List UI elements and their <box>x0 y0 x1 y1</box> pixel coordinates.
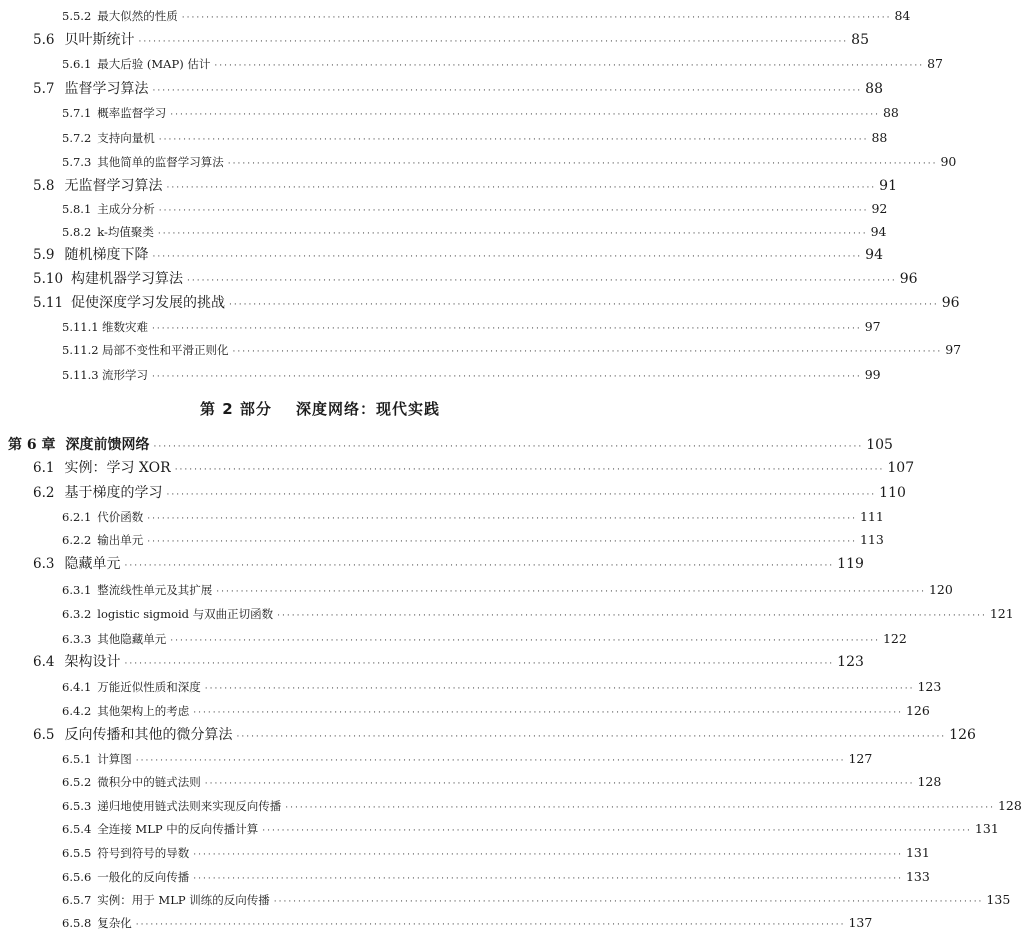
section-entry[interactable] <box>33 246 883 264</box>
entry-title: 主成分分析 <box>97 202 155 216</box>
subsection-entry[interactable] <box>62 630 907 648</box>
entry-number: 5.5.2 <box>62 9 92 23</box>
entry-title: 递归地使用链式法则来实现反向传播 <box>97 799 282 813</box>
entry-page-number: 97 <box>945 342 962 357</box>
entry-number: 6.5 <box>33 727 55 743</box>
entry-number: 6.2.1 <box>62 510 92 524</box>
section-entry[interactable] <box>33 555 864 573</box>
entry-title: 构建机器学习算法 <box>71 271 183 287</box>
entry-page-number: 88 <box>865 81 883 97</box>
entry-number: 第 6 章 <box>8 437 56 453</box>
section-entry[interactable] <box>33 294 960 312</box>
entry-number: 6.4 <box>33 654 55 670</box>
dot-leader: ·················································································································································· <box>135 756 846 766</box>
dot-leader: ·················································································································································· <box>166 490 877 500</box>
subsection-entry[interactable] <box>62 104 899 122</box>
entry-number: 6.3.2 <box>62 607 92 621</box>
entry-title: 全连接 MLP 中的反向传播计算 <box>97 822 259 836</box>
dot-leader: ·················································································································································· <box>147 514 857 524</box>
dot-leader: ·················································································································································· <box>216 587 926 597</box>
entry-number: 6.5.4 <box>62 822 92 836</box>
entry-title: 一般化的反向传播 <box>97 870 190 884</box>
entry-number: 5.9 <box>33 247 55 263</box>
entry-title: 基于梯度的学习 <box>64 485 163 501</box>
entry-page-number: 120 <box>928 582 953 597</box>
section-entry[interactable] <box>33 31 869 49</box>
subsection-entry[interactable] <box>62 200 888 218</box>
entry-number: 5.8.1 <box>62 202 92 216</box>
section-entry[interactable] <box>33 177 897 195</box>
dot-leader: ·················································································································································· <box>152 86 863 96</box>
entry-title: 隐藏单元 <box>64 556 121 572</box>
entry-number: 6.4.1 <box>62 680 92 694</box>
entry-title: 随机梯度下降 <box>64 247 149 263</box>
entry-title: 实例：学习 XOR <box>64 460 171 476</box>
entry-page-number: 90 <box>940 154 957 169</box>
entry-page-number: 137 <box>848 915 873 930</box>
subsection-entry[interactable] <box>62 318 881 336</box>
entry-number: 5.10 <box>33 271 64 287</box>
entry-page-number: 84 <box>894 8 911 23</box>
entry-page-number: 91 <box>879 178 897 194</box>
subsection-entry[interactable] <box>62 341 962 359</box>
dot-leader: ·················································································································································· <box>152 324 862 334</box>
dot-leader: ·················································································································································· <box>229 300 939 310</box>
entry-number: 5.7.2 <box>62 131 92 145</box>
entry-page-number: 123 <box>837 654 864 670</box>
dot-leader: ·················································································································································· <box>138 37 849 47</box>
dot-leader: ·················································································································································· <box>135 920 846 930</box>
subsection-entry[interactable] <box>62 129 888 147</box>
entry-title: 符号到符号的导数 <box>97 846 190 860</box>
dot-leader: ·················································································································································· <box>170 110 880 120</box>
entry-title: logistic sigmoid 与双曲正切函数 <box>97 607 274 621</box>
dot-leader: ·················································································································································· <box>170 636 880 646</box>
entry-page-number: 92 <box>871 201 888 216</box>
entry-number: 6.5.6 <box>62 870 92 884</box>
entry-title: 流形学习 <box>102 368 148 382</box>
dot-leader: ·················································································································································· <box>232 347 943 357</box>
dot-leader: ·················································································································································· <box>193 708 903 718</box>
section-entry[interactable] <box>33 270 918 288</box>
entry-page-number: 99 <box>864 367 881 382</box>
dot-leader: ·················································································································································· <box>285 803 995 813</box>
entry-page-number: 94 <box>865 247 883 263</box>
subsection-entry[interactable] <box>62 7 911 25</box>
section-entry[interactable] <box>33 484 906 502</box>
subsection-entry[interactable] <box>62 844 930 862</box>
entry-number: 6.5.5 <box>62 846 92 860</box>
entry-title: 其他简单的监督学习算法 <box>97 155 224 169</box>
entry-number: 6.5.7 <box>62 893 92 907</box>
entry-page-number: 126 <box>949 727 976 743</box>
dot-leader: ·················································································································································· <box>214 61 925 71</box>
entry-page-number: 122 <box>882 631 907 646</box>
entry-page-number: 123 <box>917 679 942 694</box>
entry-page-number: 121 <box>989 606 1014 621</box>
entry-number: 5.6.1 <box>62 57 92 71</box>
subsection-entry[interactable] <box>62 750 873 768</box>
entry-number: 5.7.3 <box>62 155 92 169</box>
entry-number: 6.4.2 <box>62 704 92 718</box>
dot-leader: ·················································································································································· <box>158 135 869 145</box>
entry-number: 6.5.3 <box>62 799 92 813</box>
dot-leader: ·················································································································································· <box>187 276 897 286</box>
entry-title: 最大似然的性质 <box>97 9 178 23</box>
dot-leader: ·················································································································································· <box>193 874 903 884</box>
part-label: 第 2 部分 <box>200 400 272 418</box>
entry-title: 其他架构上的考虑 <box>97 704 190 718</box>
dot-leader: ·················································································································································· <box>152 372 862 382</box>
entry-title: 整流线性单元及其扩展 <box>97 583 213 597</box>
entry-number: 5.11 <box>33 295 64 311</box>
entry-page-number: 107 <box>887 460 915 476</box>
entry-number: 6.5.2 <box>62 775 92 789</box>
entry-page-number: 113 <box>859 532 884 547</box>
entry-number: 5.6 <box>33 32 55 48</box>
chapter-entry[interactable] <box>8 436 893 454</box>
entry-page-number: 128 <box>917 774 942 789</box>
subsection-entry[interactable] <box>62 797 1022 815</box>
dot-leader: ·················································································································································· <box>124 561 835 571</box>
entry-page-number: 96 <box>941 295 960 311</box>
section-entry[interactable] <box>33 80 883 98</box>
entry-number: 6.1 <box>33 460 55 476</box>
subsection-entry[interactable] <box>62 531 884 549</box>
dot-leader: ·················································································································································· <box>273 897 984 907</box>
subsection-entry[interactable] <box>62 891 1011 909</box>
section-entry[interactable] <box>33 653 864 671</box>
dot-leader: ·················································································································································· <box>236 732 947 742</box>
entry-title: 概率监督学习 <box>97 106 167 120</box>
entry-page-number: 85 <box>851 32 869 48</box>
subsection-entry[interactable] <box>62 366 881 384</box>
entry-title: 监督学习算法 <box>64 81 149 97</box>
entry-page-number: 131 <box>974 821 999 836</box>
entry-title: 支持向量机 <box>97 131 155 145</box>
subsection-entry[interactable] <box>62 773 942 791</box>
entry-page-number: 94 <box>870 224 887 239</box>
entry-number: 6.3.3 <box>62 632 92 646</box>
dot-leader: ·················································································································································· <box>147 537 857 547</box>
entry-title: 反向传播和其他的微分算法 <box>64 727 233 743</box>
entry-title: 贝叶斯统计 <box>64 32 135 48</box>
entry-number: 6.2 <box>33 485 55 501</box>
entry-title: 最大后验 (MAP) 估计 <box>97 57 211 71</box>
dot-leader: ·················································································································································· <box>124 659 835 669</box>
dot-leader: ·················································································································································· <box>193 850 903 860</box>
entry-title: 计算图 <box>97 752 132 766</box>
entry-title: 实例：用于 MLP 训练的反向传播 <box>97 893 270 907</box>
entry-number: 5.11.3 <box>62 368 99 382</box>
section-entry[interactable] <box>33 726 976 744</box>
subsection-entry[interactable] <box>62 223 887 241</box>
entry-page-number: 87 <box>927 56 943 71</box>
dot-leader: ·················································································································································· <box>152 252 863 262</box>
entry-page-number: 110 <box>879 485 906 501</box>
dot-leader: ·················································································································································· <box>174 465 885 475</box>
entry-title: 万能近似性质和深度 <box>97 680 201 694</box>
entry-title: 局部不变性和平滑正则化 <box>102 343 229 357</box>
entry-title: 无监督学习算法 <box>64 178 163 194</box>
dot-leader: ·················································································································································· <box>153 442 864 452</box>
entry-page-number: 131 <box>905 845 930 860</box>
entry-title: 代价函数 <box>97 510 144 524</box>
entry-page-number: 128 <box>997 798 1022 813</box>
entry-title: 架构设计 <box>64 654 121 670</box>
dot-leader: ·················································································································································· <box>158 206 869 216</box>
entry-page-number: 88 <box>882 105 899 120</box>
subsection-entry[interactable] <box>62 605 1014 623</box>
entry-page-number: 126 <box>905 703 930 718</box>
entry-title: 输出单元 <box>97 533 144 547</box>
entry-number: 5.8.2 <box>62 225 92 239</box>
entry-number: 5.8 <box>33 178 55 194</box>
subsection-entry[interactable] <box>62 820 999 838</box>
dot-leader: ·················································································································································· <box>262 826 972 836</box>
subsection-entry[interactable] <box>62 153 957 171</box>
entry-number: 6.5.1 <box>62 752 92 766</box>
entry-number: 5.7 <box>33 81 55 97</box>
subsection-entry[interactable] <box>62 914 873 932</box>
entry-page-number: 96 <box>899 271 918 287</box>
part-title: 深度网络：现代实践 <box>295 400 440 418</box>
dot-leader: ·················································································································································· <box>181 13 892 23</box>
dot-leader: ·················································································································································· <box>204 684 915 694</box>
entry-title: 复杂化 <box>97 916 132 930</box>
entry-page-number: 97 <box>864 319 881 334</box>
entry-number: 5.7.1 <box>62 106 92 120</box>
subsection-entry[interactable] <box>62 55 943 73</box>
entry-page-number: 88 <box>871 130 888 145</box>
entry-number: 6.5.8 <box>62 916 92 930</box>
dot-leader: ·················································································································································· <box>277 611 987 621</box>
entry-title: 维数灾难 <box>102 320 148 334</box>
entry-number: 5.11.2 <box>62 343 99 357</box>
entry-page-number: 133 <box>905 869 930 884</box>
entry-page-number: 105 <box>866 437 893 453</box>
entry-title: k-均值聚类 <box>97 225 154 239</box>
dot-leader: ·················································································································································· <box>227 159 938 169</box>
subsection-entry[interactable] <box>62 508 884 526</box>
subsection-entry[interactable] <box>62 702 930 720</box>
subsection-entry[interactable] <box>62 581 953 599</box>
dot-leader: ·················································································································································· <box>204 779 915 789</box>
subsection-entry[interactable] <box>62 868 930 886</box>
entry-number: 6.2.2 <box>62 533 92 547</box>
entry-page-number: 127 <box>848 751 873 766</box>
entry-page-number: 111 <box>859 509 884 524</box>
entry-page-number: 119 <box>837 556 864 572</box>
dot-leader: ·················································································································································· <box>157 229 868 239</box>
entry-number: 5.11.1 <box>62 320 99 334</box>
entry-title: 微积分中的链式法则 <box>97 775 201 789</box>
entry-title: 深度前馈网络 <box>65 437 150 453</box>
subsection-entry[interactable] <box>62 678 942 696</box>
part-heading <box>0 398 640 419</box>
dot-leader: ·················································································································································· <box>166 183 877 193</box>
entry-number: 6.3 <box>33 556 55 572</box>
entry-title: 促使深度学习发展的挑战 <box>71 295 225 311</box>
section-entry[interactable] <box>33 459 915 477</box>
entry-number: 6.3.1 <box>62 583 92 597</box>
entry-title: 其他隐藏单元 <box>97 632 167 646</box>
entry-page-number: 135 <box>986 892 1011 907</box>
